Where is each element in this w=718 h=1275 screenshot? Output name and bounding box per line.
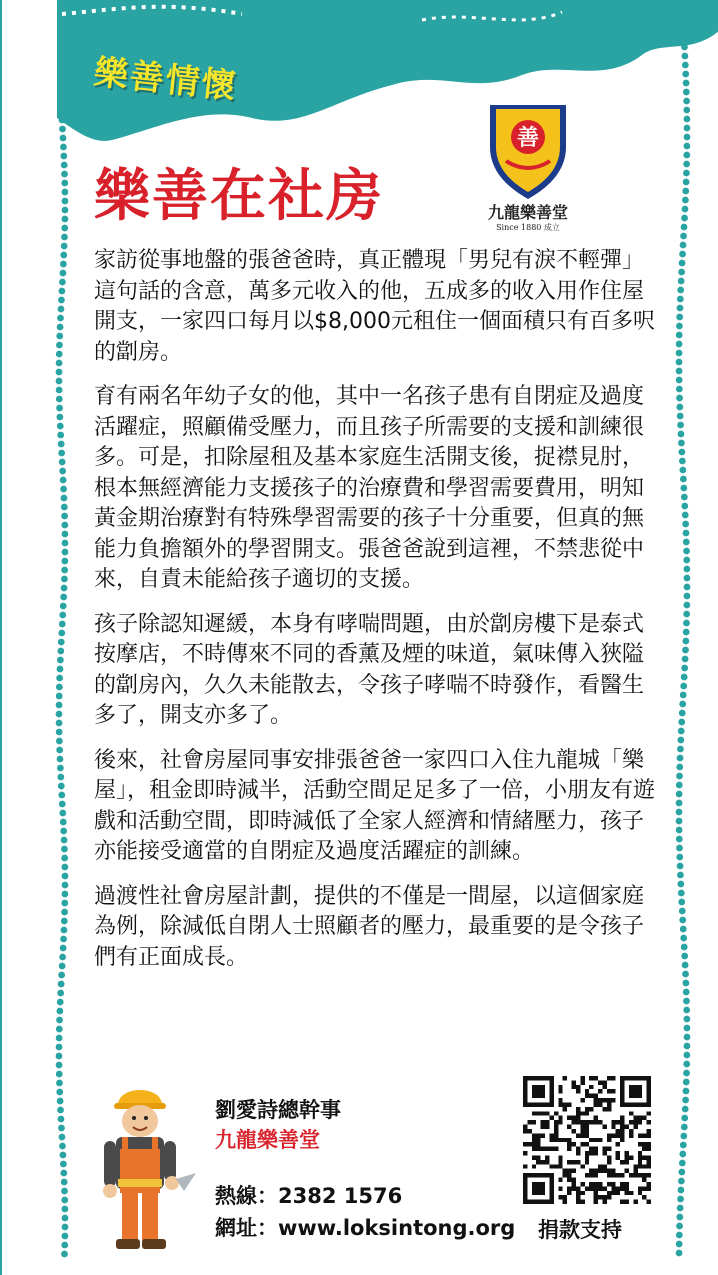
svg-text:善: 善 [516,125,540,151]
article-body [94,246,660,987]
author-name: 劉愛詩總幹事 [215,1098,341,1122]
paragraph: 孩子除認知遲緩，本身有哮喘問題，由於劏房樓下是泰式按摩店，不時傳來不同的香薰及煙的味道，氣味傳入狹隘的劏房內，久久未能散去，令孩子哮喘不時發作，看醫生多了，開支亦多了。 [94,611,645,728]
author-org: 九龍樂善堂 [215,1128,320,1152]
paragraph: 過渡性社會房屋計劃，提供的不僅是一間屋，以這個家庭為例，除減低自閉人士照顧者的壓力，最重要的是令孩子們有正面成長。 [94,883,645,970]
hotline: 熱線：2382 1576 [215,1184,403,1208]
construction-worker-illustration [92,1075,204,1255]
paragraph: 家訪從事地盤的張爸爸時，真正體現「男兒有淚不輕彈」這句話的含意，萬多元收入的他，五成多的收入用作住屋開支，一家四口每月以$8,000元租住一個面積只有百多呎的劏房。 [94,248,655,365]
logo-since: Since 1880 成立 [496,223,560,232]
paragraph: 後來，社會房屋同事安排張爸爸一家四口入住九龍城「樂屋」，租金即時減半，活動空間足足多了一倍，小朋友有遊戲和活動空間，即時減低了全家人經濟和情緒壓力，孩子亦能接受適當的自閉症及過度活躍症的訓練。 [94,747,656,864]
paragraph: 育有兩名年幼子女的他，其中一名孩子患有自閉症及過度活躍症，照顧備受壓力，而且孩子所需要的支援和訓練很多。可是，扣除屋租及基本家庭生活開支後，捉襟見肘，根本無經濟能力支援孩子的治療費和學習需要費用，明知黃金期治療對有特殊學習需要的孩子十分重要，但真的無能力負擔額外的學習開支。張爸爸說到這裡，不禁悲從中來，自責未能給孩子適切的支援。 [94,384,645,592]
article-title: 樂善在社房 [94,164,384,229]
right-dotted-border [668,0,698,1275]
left-dotted-border [54,0,70,1275]
column-banner-title: 樂善情懷 [91,52,240,108]
logo-org-name: 九龍樂善堂 [487,203,568,222]
website: 網址：www.loksintong.org [215,1216,516,1240]
donation-qr-code[interactable] [523,1076,651,1204]
loksintong-logo [482,95,574,203]
donate-label: 捐款支持 [538,1218,622,1242]
